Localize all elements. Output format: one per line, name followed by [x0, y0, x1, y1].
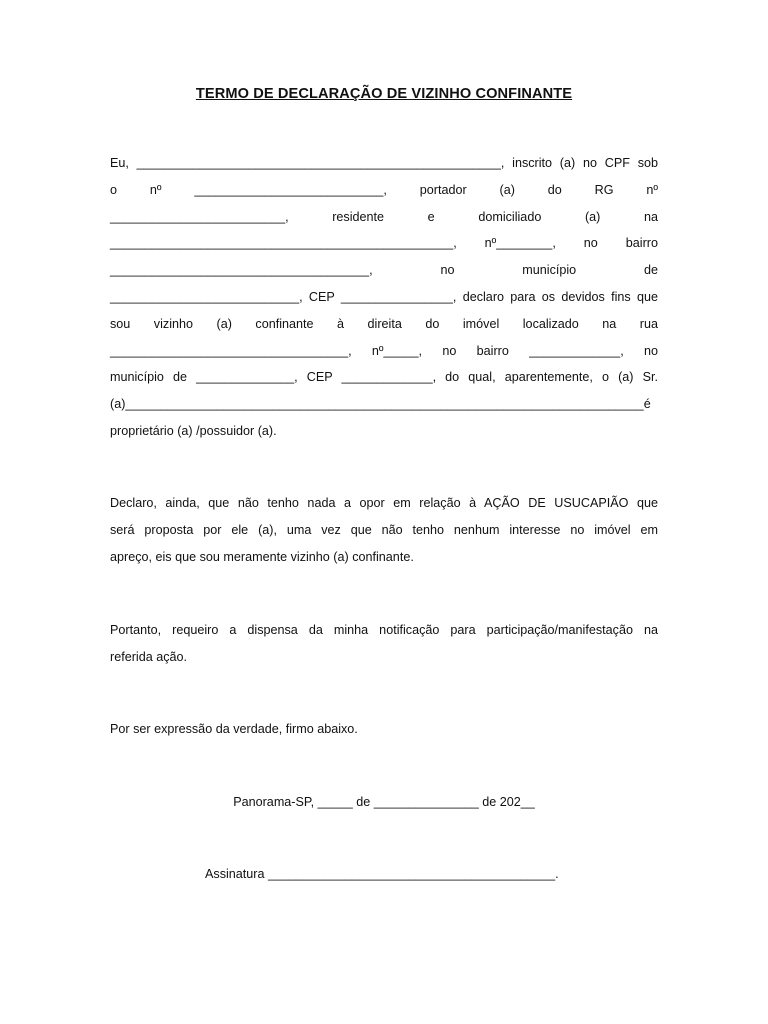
- paragraph-line: município de ______________, CEP _____________, do qual, aparentemente, o (a) Sr.: [110, 370, 658, 385]
- paragraph-line: _________________________________________________, nº________, no bairro: [110, 236, 658, 251]
- signature-line: Assinatura _________________________________________.: [205, 867, 559, 881]
- paragraph-line: Eu, ____________________________________________________, inscrito (a) no CPF sob: [110, 156, 658, 170]
- dispensation-paragraph: [110, 617, 658, 671]
- paragraph-line: Portanto, requeiro a dispensa da minha notificação para participação/manifestação na: [110, 623, 658, 637]
- paragraph-line: referida ação.: [110, 649, 188, 664]
- closing-paragraph: [110, 716, 658, 743]
- paragraph-line: será proposta por ele (a), uma vez que não tenho nenhum interesse no imóvel em: [110, 522, 658, 537]
- declaration-paragraph: [110, 150, 658, 445]
- paragraph-line: sou vizinho (a) confinante à direita do imóvel localizado na rua: [110, 316, 658, 331]
- paragraph-line: Por ser expressão da verdade, firmo abaixo.: [110, 722, 358, 736]
- paragraph-line: apreço, eis que sou meramente vizinho (a) confinante.: [110, 549, 414, 564]
- paragraph-line: ___________________________, CEP ________________, declaro para os devidos fins que: [110, 289, 658, 304]
- date-line: Panorama-SP, _____ de _______________ de 202__: [233, 795, 535, 809]
- no-objection-paragraph: [110, 490, 658, 570]
- paragraph-line: proprietário (a) /possuidor (a).: [110, 423, 277, 438]
- paragraph-line: (a)__________________________________________________________________________é: [110, 397, 651, 412]
- paragraph-line: Declaro, ainda, que não tenho nada a opor em relação à AÇÃO DE USUCAPIÃO que: [110, 496, 658, 510]
- paragraph-line: _____________________________________, no município de: [110, 263, 658, 278]
- document-title: TERMO DE DECLARAÇÃO DE VIZINHO CONFINANTE: [195, 86, 573, 102]
- paragraph-line: _________________________, residente e domiciliado (a) na: [110, 209, 658, 224]
- paragraph-line: o nº ___________________________, portador (a) do RG nº: [110, 182, 658, 197]
- paragraph-line: __________________________________, nº_____, no bairro _____________, no: [110, 343, 658, 358]
